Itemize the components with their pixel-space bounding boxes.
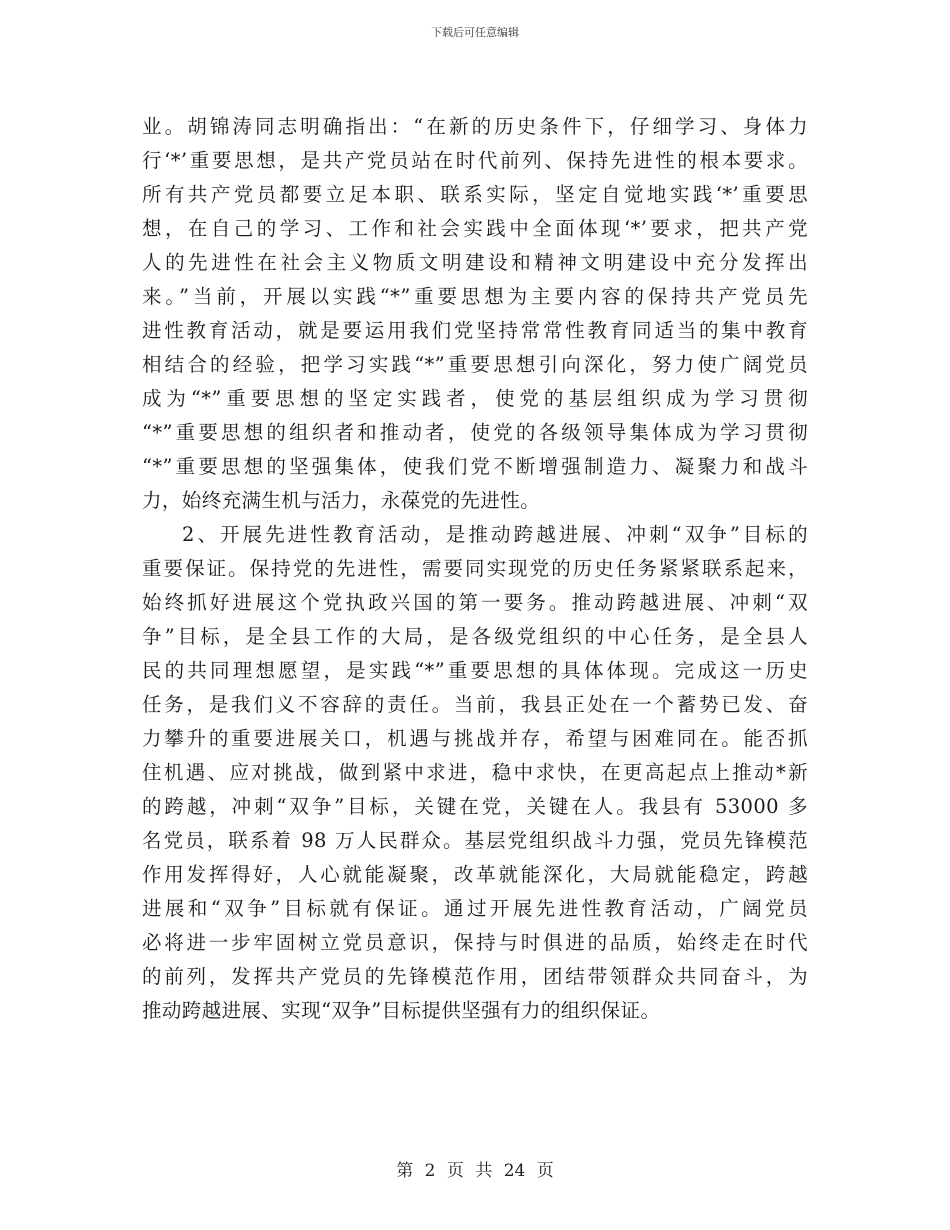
text-line: 2、开展先进性教育活动，是推动跨越进展、冲刺“双争”目标的 [182,523,808,546]
text-line: 的跨越，冲刺“双争”目标，关键在党，关键在人。我县有 53000 多 [142,795,808,818]
text-line: 力，始终充满生机与活力，永葆党的先进性。 [142,489,541,512]
text-line: 力攀升的重要进展关口，机遇与挑战并存，希望与困难同在。能否抓 [142,727,808,750]
text-line: 推动跨越进展、实现“双争”目标提供坚强有力的组织保证。 [142,999,661,1022]
text-line: 相结合的经验，把学习实践“*”重要思想引向深化，努力使广阔党员 [142,353,808,376]
text-line: “*”重要思想的组织者和推动者，使党的各级领导集体成为学习贯彻 [142,421,808,444]
text-line: 行‘*’重要思想，是共产党员站在时代前列、保持先进性的根本要求。 [142,149,808,172]
page-number-footer: 第 2 页 共 24 页 [396,1161,554,1181]
text-line: 民的共同理想愿望，是实践“*”重要思想的具体体现。完成这一历史 [142,659,808,682]
page-header: 下载后可任意编辑 [431,26,519,39]
text-line: 成为“*”重要思想的坚定实践者，使党的基层组织成为学习贯彻 [142,387,808,410]
text-line: 名党员，联系着 98 万人民群众。基层党组织战斗力强，党员先锋模范 [142,829,808,852]
text-line: 进展和“双争”目标就有保证。通过开展先进性教育活动，广阔党员 [142,897,808,920]
text-line: 任务，是我们义不容辞的责任。当前，我县正处在一个蓄势已发、奋 [142,693,808,716]
text-line: 始终抓好进展这个党执政兴国的第一要务。推动跨越进展、冲刺“双 [142,591,808,614]
text-line: 来。”当前，开展以实践“*”重要思想为主要内容的保持共产党员先 [142,285,808,308]
text-line: 所有共产党员都要立足本职、联系实际，坚定自觉地实践‘*’重要思 [142,183,808,206]
text-line: 重要保证。保持党的先进性，需要同实现党的历史任务紧紧联系起来， [142,557,808,580]
text-line: 想，在自己的学习、工作和社会实践中全面体现‘*’要求，把共产党 [142,217,808,240]
text-line: 作用发挥得好，人心就能凝聚，改革就能深化，大局就能稳定，跨越 [142,863,808,886]
text-line: 人的先进性在社会主义物质文明建设和精神文明建设中充分发挥出 [142,251,808,274]
document-body [142,110,808,1028]
text-line: 住机遇、应对挑战，做到紧中求进，稳中求快，在更高起点上推动*新 [142,761,808,784]
paragraph-1 [142,110,808,518]
text-line: 必将进一步牢固树立党员意识，保持与时俱进的品质，始终走在时代 [142,931,808,954]
text-line: 的前列，发挥共产党员的先锋模范作用，团结带领群众共同奋斗，为 [142,965,808,988]
paragraph-2 [142,518,808,1028]
text-line: “*”重要思想的坚强集体，使我们党不断增强制造力、凝聚力和战斗 [142,455,808,478]
text-line: 争”目标，是全县工作的大局，是各级党组织的中心任务，是全县人 [142,625,808,648]
text-line: 进性教育活动，就是要运用我们党坚持常常性教育同适当的集中教育 [142,319,808,342]
text-line: 业。胡锦涛同志明确指出：“在新的历史条件下，仔细学习、身体力 [142,115,808,138]
